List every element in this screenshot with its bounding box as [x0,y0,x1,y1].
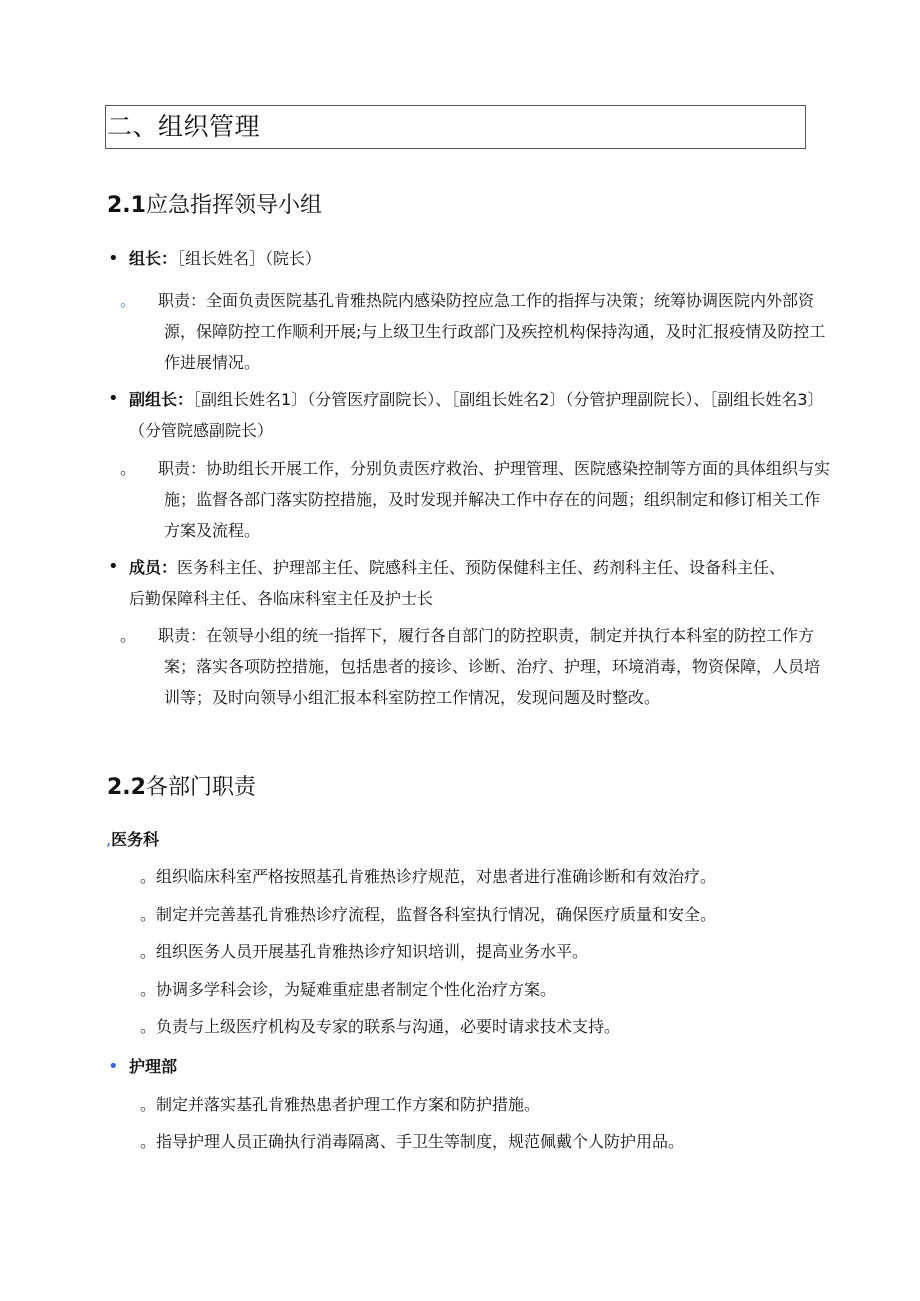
dept-nursing: 护理部 [129,1057,178,1076]
sub-bullet-icon: 。 [140,1017,157,1036]
list-item-text: 指导护理人员正确执行消毒隔离、手卫生等制度，规范佩戴个人防护用品。 [156,1132,685,1151]
section-number: 2.2 [107,775,146,800]
chapter-title: 二、组织管理 [107,112,261,141]
deputy-line [129,384,819,446]
bullet-icon: • [108,1056,119,1077]
list-item [140,900,820,930]
members-text: 医务科主任、护理部主任、院感科主任、预防保健科主任、药剂科主任、设备科主任、后勤保障科主任、各临床科室主任及护士长 [129,558,786,608]
list-item [140,1012,820,1042]
sub-bullet-icon: 。 [120,291,137,310]
list-item [140,1127,820,1157]
list-item [140,937,820,967]
list-item [140,862,820,892]
sub-bullet-icon: 。 [120,626,137,645]
list-item-text: 制定并落实基孔肯雅热患者护理工作方案和防护措施。 [156,1095,541,1114]
sub-bullet-icon: 。 [140,942,157,961]
leader-duty [120,285,832,378]
members-duty-text: 职责：在领导小组的统一指挥下，履行各自部门的防控职责，制定并执行本科室的防控工作方案；落实各项防控措施，包括患者的接诊、诊断、治疗、护理，环境消毒，物资保障，人员培训等；及时向领导小组汇报本科室防控工作情况，发现问题及时整改。 [158,626,821,707]
leader-label: 组长： [129,249,178,268]
dept-medical [106,825,159,855]
deputy-text: ［副组长姓名1〕（分管医疗副院长）、［副组长姓名2〕（分管护理副院长）、［副组长姓名3〕（分管院感副院长） [129,390,816,440]
bullet-icon: • [108,556,119,577]
section-heading-2-2 [107,773,256,803]
leader-line [129,244,819,274]
section-number: 2.1 [107,193,146,218]
section-title: 各部门职责 [145,775,256,800]
list-item-text: 制定并完善基孔肯雅热诊疗流程，监督各科室执行情况，确保医疗质量和安全。 [156,905,717,924]
bullet-icon: • [108,388,119,409]
section-title: 应急指挥领导小组 [145,193,322,218]
list-item [140,1090,820,1120]
dept-medical-name: 医务科 [111,830,160,849]
deputy-duty [120,453,832,546]
leader-text: ［组长姓名］（院长） [177,249,322,268]
list-item-text: 协调多学科会诊，为疑难重症患者制定个性化治疗方案。 [156,980,557,999]
sub-bullet-icon: 。 [140,1132,157,1151]
dept-prefix-mark: , [106,830,112,849]
list-item-text: 负责与上级医疗机构及专家的联系与沟通，必要时请求技术支持。 [156,1017,621,1036]
bullet-icon: • [108,248,119,269]
list-item-text: 组织临床科室严格按照基孔肯雅热诊疗规范，对患者进行准确诊断和有效治疗。 [156,867,717,886]
deputy-label: 副组长： [129,390,194,409]
sub-bullet-icon: 。 [140,1095,157,1114]
section-heading-2-1 [107,191,322,221]
sub-bullet-icon: 。 [140,980,157,999]
sub-bullet-icon: 。 [140,867,157,886]
list-item [140,975,820,1005]
members-duty [120,620,832,713]
sub-bullet-icon: 。 [120,459,137,478]
deputy-duty-text: 职责：协助组长开展工作，分别负责医疗救治、护理管理、医院感染控制等方面的具体组织与实施；监督各部门落实防控措施，及时发现并解决工作中存在的问题；组织制定和修订相关工作方案及流程。 [158,459,831,540]
members-line [129,552,797,614]
sub-bullet-icon: 。 [140,905,157,924]
members-label: 成员： [129,558,178,577]
list-item-text: 组织医务人员开展基孔肯雅热诊疗知识培训，提高业务水平。 [156,942,589,961]
leader-duty-text: 职责：全面负责医院基孔肯雅热院内感染防控应急工作的指挥与决策；统筹协调医院内外部资源，保障防控工作顺利开展;与上级卫生行政部门及疾控机构保持沟通，及时汇报疫情及防控工作进展情况。 [158,291,826,372]
